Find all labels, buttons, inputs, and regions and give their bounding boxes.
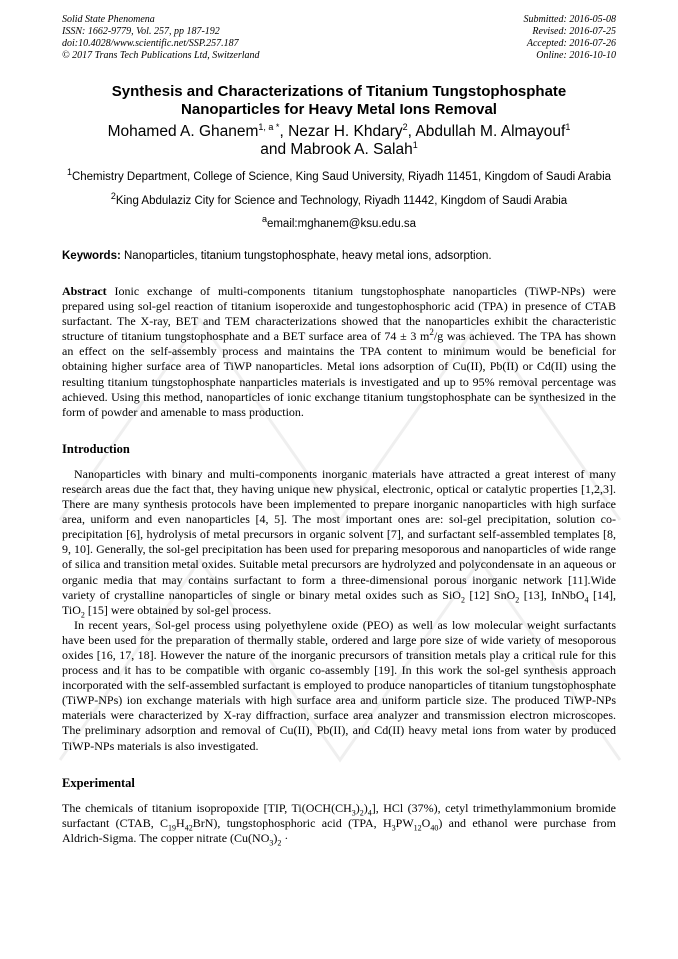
corresponding-email xyxy=(62,216,616,232)
subscript: 12 xyxy=(413,823,422,833)
affiliation-1-text: Chemistry Department, College of Science, King Saud University, Riyadh 11451, Kingdom of Saudi Arabia xyxy=(71,171,612,183)
abstract xyxy=(62,284,616,420)
intro-p1-text: [13], InNbO xyxy=(519,587,585,602)
issn-line: ISSN: 1662-9779, Vol. 257, pp 187-192 xyxy=(62,26,220,37)
exp-text: H xyxy=(176,815,185,830)
intro-p1-text: [12] SnO xyxy=(464,587,516,602)
author-list xyxy=(62,123,616,159)
subscript: 2 xyxy=(515,594,520,604)
author-3: Abdullah M. Almayouf xyxy=(415,123,566,140)
subscript: 4 xyxy=(584,594,589,604)
subscript: 2 xyxy=(460,594,465,604)
journal-info xyxy=(62,14,260,62)
email-mark: a xyxy=(261,214,267,225)
abstract-text: Ionic exchange of multi-components titanium tungstophosphate nanoparticles (TiWP-NPs) were prepared using sol-gel reaction of titanium isoperoxide and tungestophosphoric acid (TPA) in presence of CTAB surfactant. The X-ray, BET and TEM characterizations showed that the nanoparticles exhibit the characteristic structure of titanium tungstophosphate and a BET surface area of 74 ± 3 m xyxy=(62,284,617,344)
exp-text: The chemicals of titanium isopropoxide [TIP, Ti(OCH(CH xyxy=(62,800,352,815)
author-3-affil: 1 xyxy=(565,121,571,132)
intro-p1-text: Nanoparticles with binary and multi-components inorganic materials have attracted a great interest of many research areas due the fact that, they having unique new physical, electronic, optical or catalytic properties [1,2,3]. There are many synthesis protocols have been implemented to prepare inorganic nanoparticles with high surface area, uniform and even nanoparticles [4, 5]. The most important ones are: sol-gel precipitation, solution co-precipitation [6], hydrolysis of metal precursors in organic solvent [7], and surfactant self-assembled templates [8, 9, 10]. Generally, the sol-gel precipitation has been used for preparing mesoporous and nanoparticles of wide range of silica and transition metal oxides. Suitable metal precursors are hydrolyzed and polycondensate in an aqueous or organic media that may contains surfactant to form a three-dimensional porous inorganic network [11].Wide variety of crystalline nanoparticles of single or binary metal oxides such as SiO xyxy=(62,466,616,602)
intro-heading: Introduction xyxy=(62,441,130,456)
subscript: 2 xyxy=(80,610,85,620)
page xyxy=(62,14,616,846)
accepted-date: Accepted: 2016-07-26 xyxy=(526,38,616,49)
author-separator: , xyxy=(279,123,289,140)
affiliation-2-text: King Abdulaziz City for Science and Technology, Riyadh 11442, Kingdom of Saudi Arabia xyxy=(115,195,568,207)
subscript: 40 xyxy=(430,823,439,833)
affiliation-2 xyxy=(62,193,616,209)
keywords-text: Nanoparticles, titanium tungstophosphate, heavy metal ions, adsorption. xyxy=(124,250,492,262)
author-4: and Mabrook A. Salah xyxy=(260,141,413,158)
authors-line-1 xyxy=(62,123,616,141)
authors-line-2 xyxy=(62,141,616,159)
exp-text: ], HCl (37%), cetyl trimethylammonium bromide surfactant (CTAB, C xyxy=(62,800,617,830)
online-date: Online: 2016-10-10 xyxy=(536,50,616,61)
keywords xyxy=(62,250,616,262)
exp-text: ) xyxy=(363,800,368,815)
dates-info xyxy=(524,14,617,62)
intro-p1-text: [14], TiO xyxy=(62,587,616,617)
author-4-affil: 1 xyxy=(412,139,418,150)
paper-title xyxy=(62,83,616,119)
title-line-2: Nanoparticles for Heavy Metal Ions Removal xyxy=(181,101,497,118)
exp-text: O xyxy=(421,815,431,830)
subscript: 42 xyxy=(184,823,193,833)
affiliation-1 xyxy=(62,169,616,185)
experimental-paragraph xyxy=(62,801,616,846)
abstract-sup: 2 xyxy=(429,327,434,338)
subscript: 19 xyxy=(168,823,177,833)
subscript: 3 xyxy=(269,838,274,848)
author-2: Nezar H. Khdary xyxy=(288,123,403,140)
author-separator: , xyxy=(407,123,416,140)
intro-paragraph-2: In recent years, Sol-gel process using polyethylene oxide (PEO) as well as low molecular weight surfactants have been used for the preparation of thermally stable, ordered and large pore size of wide variety of mesoporous oxides [16, 17, 18]. However the nature of the inorganic precursors of transition metals play a critical rule for this process and it has to be compatible with organic co-assembly [19]. In this work the sol-gel synthesis approach incorporated with the self-assembled surfactant is employed to produce nanoparticles of titanium tungstophosphate (TiWP-NPs) ion exchange materials with high surface area and uniform particle size. The produced TiWP-NPs materials were characterized by X-ray diffraction, surface area analyzer and transmission electron microscopes. The preliminary adsorption and removal of Cu(II), Pb(II), and Cd(II) heavy metal ions from water by produced TiWP-NPs materials is also investigated. xyxy=(62,617,616,753)
subscript: 3 xyxy=(351,808,356,818)
copyright-line: © 2017 Trans Tech Publications Ltd, Switzerland xyxy=(62,50,260,61)
keywords-label: Keywords: xyxy=(62,250,121,262)
intro-p1-text: [15] were obtained by sol-gel process. xyxy=(84,602,272,617)
email-link[interactable]: email:mghanem@ksu.edu.sa xyxy=(266,218,417,230)
intro-paragraph-1 xyxy=(62,467,616,618)
author-2-affil: 2 xyxy=(402,121,408,132)
exp-text: PW xyxy=(395,815,414,830)
exp-text: ) xyxy=(355,800,360,815)
abstract-text-cont: /g was achieved. The TPA has shown an effect on the self-assembly process and maintains the TPA content to minimum would be beneficial for obtaining higher surface area of TiWP nanoparticles. Metal ions adsorption of Cu(II), Pb(II) or Cd(II) using the resulting titanium tungstophosphate nanparticles materials is investigated and up to 95% removal percentage was achieved. Using this method, nanoparticles of ionic exchange titanium tungstophosphate can be synthesized in the form of powder and amenable to mass production. xyxy=(62,329,616,419)
subscript: 3 xyxy=(391,823,396,833)
author-1-affil: 1, a * xyxy=(258,121,280,132)
submitted-date: Submitted: 2016-05-08 xyxy=(523,14,616,25)
subscript: 4 xyxy=(367,808,372,818)
abstract-label: Abstract xyxy=(62,284,107,298)
exp-text: ) and ethanol were purchase from Aldrich-Sigma. The copper nitrate (Cu(NO xyxy=(62,815,616,845)
exp-text: BrN), tungstophosphoric acid (TPA, H xyxy=(192,815,392,830)
affiliation-1-mark: 1 xyxy=(66,167,72,178)
subscript: 2 xyxy=(277,838,282,848)
exp-text: ) xyxy=(273,830,278,845)
doi-line: doi:10.4028/www.scientific.net/SSP.257.187 xyxy=(62,38,239,49)
revised-date: Revised: 2016-07-25 xyxy=(532,26,616,37)
journal-header xyxy=(62,14,616,62)
author-1: Mohamed A. Ghanem xyxy=(107,123,259,140)
subscript: 2 xyxy=(359,808,364,818)
exp-text: · xyxy=(281,830,289,845)
title-line-1: Synthesis and Characterizations of Titanium Tungstophosphate xyxy=(111,83,567,100)
journal-name: Solid State Phenomena xyxy=(62,14,155,25)
affiliation-2-mark: 2 xyxy=(110,191,116,202)
experimental-heading: Experimental xyxy=(62,775,135,790)
